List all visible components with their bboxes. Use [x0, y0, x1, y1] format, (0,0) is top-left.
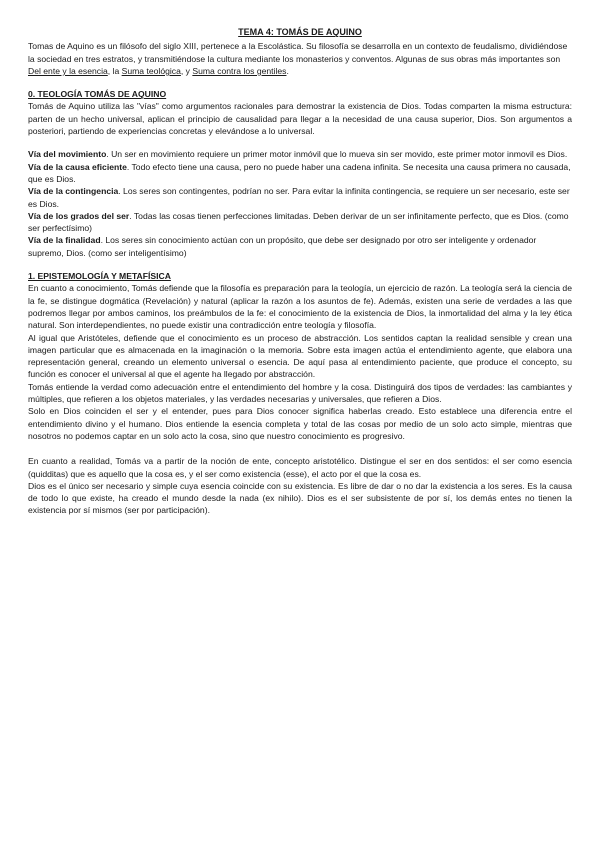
via-label: Vía del movimiento: [28, 149, 107, 160]
section-1-paragraph-3: Tomás entiende la verdad como adecuación entre el entendimiento del hombre y la cosa. Distinguirá dos tipos de verdades: las cambiantes y múltiples, que refieren a los objetos materiales, y las verdades necesarias y universales, que refieren a Dios.: [28, 381, 572, 405]
section-1-paragraph-5: En cuanto a realidad, Tomás va a partir de la noción de ente, concepto aristotélico. Distingue el ser en dos sentidos: el ser como esencia (quidditas) que es aquello que la cosa es, y el ser como existencia (esse), el acto por el que la cosa es.: [28, 456, 572, 479]
via-label: Vía de los grados del ser: [28, 210, 130, 221]
section-1-paragraph-1: En cuanto a conocimiento, Tomás defiende que la filosofía es preparación para la teología, un ejercicio de razón. La teología será la ciencia de la fe, se distingue dogmática (Revelación) y natural (aplicar la razón a los asuntos de fe). Además, existen una serie de verdades a las que podremos llegar por ambos caminos, los preámbulos de la fe: el conocimiento de la existencia de Dios, la inmortalidad del alma y la ley ética natural. Son interdependientes, no puede existir una contradicción entre teología y filosofía.: [28, 283, 572, 331]
via-contingencia: [28, 185, 572, 210]
via-label: Vía de la finalidad: [28, 235, 101, 246]
via-label: Vía de la contingencia: [28, 186, 119, 197]
work-suma-contra-gentiles: Suma contra los gentiles: [192, 65, 287, 76]
via-label: Vía de la causa eficiente: [28, 161, 127, 172]
intro-sep-1: , la: [107, 65, 122, 76]
document-title: TEMA 4: TOMÁS DE AQUINO: [238, 27, 362, 37]
via-causa-eficiente: [28, 161, 572, 186]
via-finalidad: [28, 234, 572, 259]
work-suma-teologica: Suma teológica: [121, 65, 181, 76]
via-text: . Los seres son contingentes, podrían no ser. Para evitar la infinita contingencia, se requiere un ser necesario, este ser es Dios.: [28, 186, 570, 209]
section-0-heading: 0. TEOLOGÍA TOMÁS DE AQUINO: [28, 89, 167, 100]
via-text: . Un ser en movimiento requiere un primer motor inmóvil que lo mueva sin ser movido, este primer motor inmovil es Dios.: [106, 149, 568, 160]
section-1-paragraph-4: Solo en Dios coinciden el ser y el entender, pues para Dios conocer significa haberlas creado. Esto establece una diferencia entre el entendimiento divino y el humano. Dios entiende la esencia completa y total de las cosas por medio de un solo acto simple, mientras que nosotros no podemos captar en un solo acto la cosa, sino que nuestro conocimiento es progresivo.: [28, 406, 572, 441]
intro-end: .: [286, 65, 289, 76]
via-movimiento: [28, 148, 572, 160]
section-1-paragraph-2: Al igual que Aristóteles, defiende que el conocimiento es un proceso de abstracción. Los sentidos captan la realidad sensible y crean una imagen particular que es almacenada en la imaginación o la memoria. Sobre esta imagen actúa el entendimiento agente, que elabora una representación general, creando un elemento universal o esencia. De aquí pasa al entendimiento paciente, que produce el concepto, su función es conocer el universal al que el agente ha llegado por abstracción.: [28, 332, 572, 380]
via-grados-del-ser: [28, 210, 572, 235]
work-del-ente: Del ente y la esencia: [28, 65, 108, 76]
intro-paragraph: [28, 40, 572, 77]
intro-sep-2: , y: [180, 65, 193, 76]
section-0-paragraph: Tomás de Aquino utiliza las "vías" como argumentos racionales para demostrar la existencia de Dios. Todas comparten la misma estructura: parten de un hecho universal, aplican el principio de causalidad para llegar a la necesidad de una causa superior, Dios. Son argumentos a posteriori, partiendo de experiencias concretas y elevándose a lo universal.: [28, 101, 572, 137]
intro-text: Tomas de Aquino es un filósofo del siglo XIII, pertenece a la Escolástica. Su filosofía se desarrolla en un contexto de feudalismo, dividiéndose la sociedad en tres estratos, y transmitiéndose la cultura mediante los monasterios y conventos. Algunas de sus obras más importantes son: [28, 41, 568, 64]
section-1-heading: 1. EPISTEMOLOGÍA Y METAFÍSICA: [28, 271, 171, 282]
via-text: . Los seres sin conocimiento actúan con un propósito, que debe ser designado por otro ser inteligente y ordenador supremo, Dios. (como ser inteligentísimo): [28, 235, 537, 258]
section-1-paragraph-6: Dios es el único ser necesario y simple cuya esencia coincide con su existencia. Es libre de dar o no dar la existencia a los seres. Es la causa de todo lo que existe, ha creado el mundo desde la nada (ex nihilo). Dios es el ser subsistente de por sí, los demás entes no tienen la existencia por sí mismos (ser por participación).: [28, 480, 572, 516]
via-text: . Todo efecto tiene una causa, pero no puede haber una cadena infinita. Se necesita una causa primera no causada, que es Dios.: [28, 161, 571, 184]
via-text: . Todas las cosas tienen perfecciones limitadas. Deben derivar de un ser infinitamente perfecto, que es Dios. (como ser perfectísimo): [28, 210, 569, 234]
